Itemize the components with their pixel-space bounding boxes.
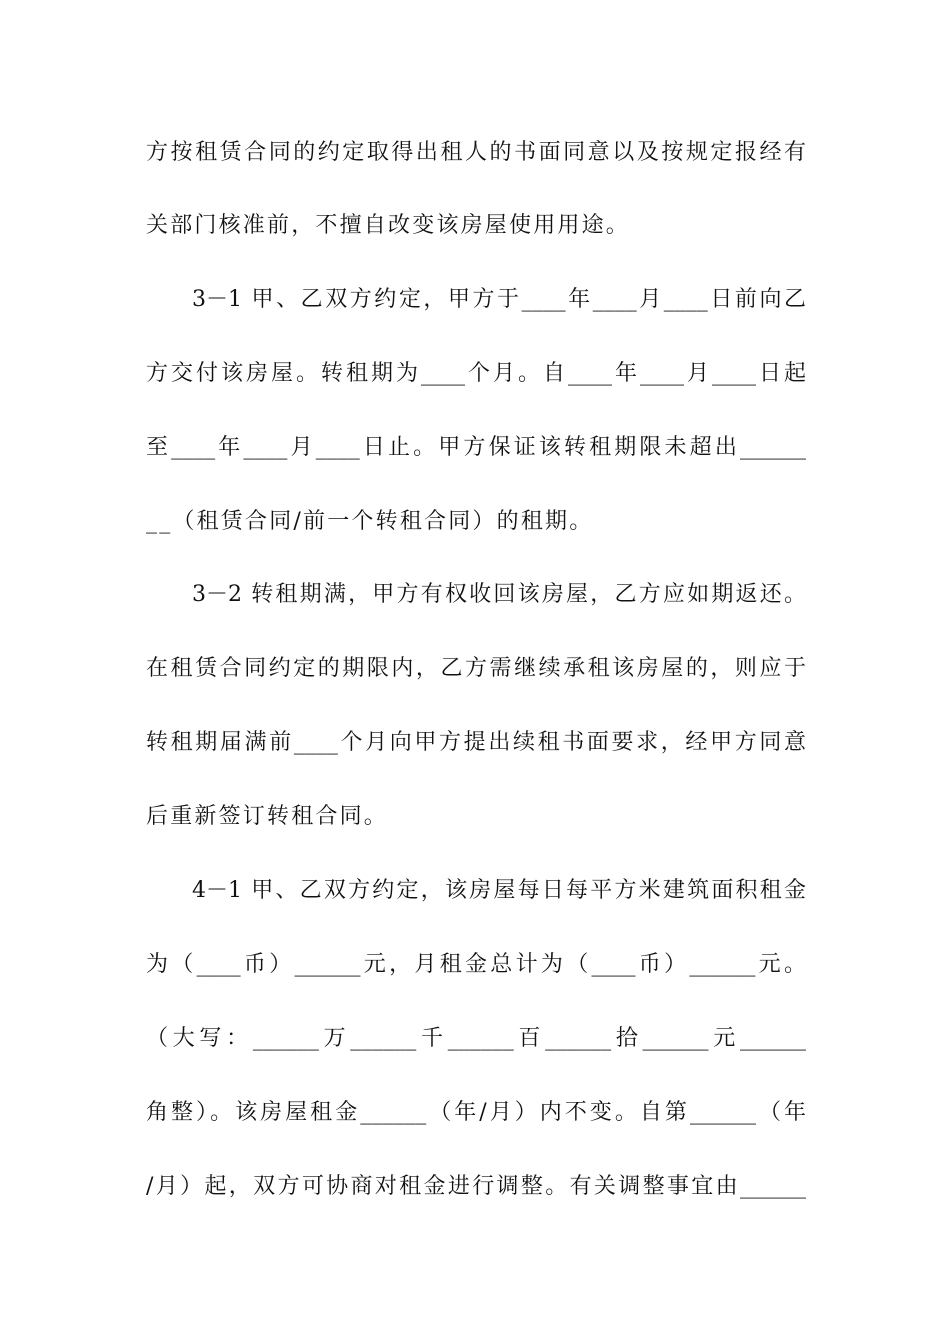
- text-line: 3－2 转租期满，甲方有权收回该房屋，乙方应如期返还。: [192, 582, 806, 607]
- text-line: 4－1 甲、乙双方约定，该房屋每日每平方米建筑面积租金: [192, 878, 806, 903]
- text-line: （大写：______万______千______百______拾______元______: [146, 1026, 806, 1051]
- text-line: 为（____币）______元，月租金总计为（____币）______元。: [146, 952, 806, 977]
- text-line: 3－1 甲、乙双方约定，甲方于____年____月____日前向乙: [192, 287, 806, 312]
- text-line: 在租赁合同约定的期限内，乙方需继续承租该房屋的，则应于: [146, 656, 806, 681]
- text-line: 角整）。该房屋租金______（年/月）内不变。自第______（年: [146, 1100, 806, 1125]
- text-line: 后重新签订转租合同。: [146, 804, 389, 829]
- text-line: 方按租赁合同的约定取得出租人的书面同意以及按规定报经有: [146, 140, 806, 165]
- text-line: /月）起，双方可协商对租金进行调整。有关调整事宜由______: [146, 1174, 806, 1199]
- text-line: 方交付该房屋。转租期为____个月。自____年____月____日起: [146, 361, 806, 386]
- text-line: __（租赁合同/前一个转租合同）的租期。: [146, 509, 594, 534]
- text-line: 转租期届满前____个月向甲方提出续租书面要求，经甲方同意: [146, 730, 806, 755]
- text-line: 关部门核准前，不擅自改变该房屋使用用途。: [146, 213, 631, 238]
- text-line: 至____年____月____日止。甲方保证该转租期限未超出______: [146, 435, 806, 460]
